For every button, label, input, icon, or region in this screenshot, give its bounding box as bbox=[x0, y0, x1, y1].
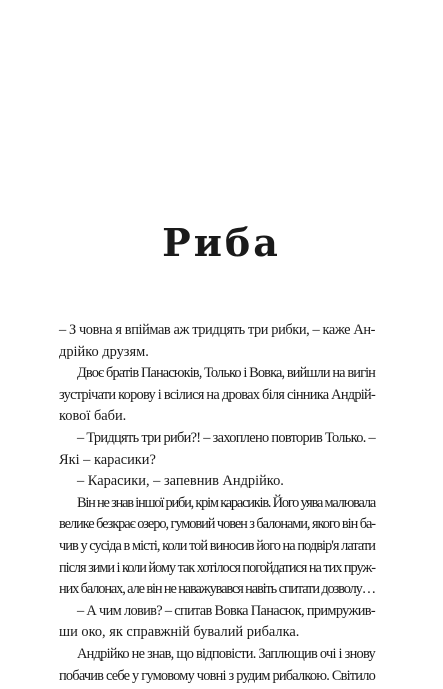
text-line: Двоє братів Панасюків, Только і Вовка, вийшли на вигін bbox=[77, 365, 375, 382]
text-line: дрійко друзям. bbox=[59, 343, 149, 360]
text-line: – А чим ловив? – спитав Вовка Панасюк, примружив- bbox=[77, 602, 375, 619]
text-line: чив у сусіда в місті, коли той виносив його на подвір'я латати bbox=[59, 537, 375, 554]
text-line: – Карасики, – запевнив Андрійко. bbox=[77, 473, 284, 490]
text-line: ши око, як справжній бувалий рибалка. bbox=[59, 624, 300, 641]
text-line: Андрійко не знав, що відповісти. Заплющив очі і знову bbox=[77, 645, 375, 662]
text-line: зустрічати корову і всілися на дровах біля сінника Андрій- bbox=[59, 386, 375, 403]
text-line: велике безкрає озеро, гумовий човен з балонами, якого він ба- bbox=[59, 516, 375, 533]
text-line: Він не знав іншої риби, крім карасиків. Його уява малювала bbox=[77, 494, 375, 511]
text-line: після зими і коли йому так хотілося погойдатися на тих пруж- bbox=[59, 559, 375, 576]
text-line: них балонах, але він не наважувався навіть спитати дозволу… bbox=[59, 581, 375, 598]
text-line: Які – карасики? bbox=[59, 451, 156, 468]
text-line: побачив себе у гумовому човні з рудим рибалкою. Світило bbox=[59, 667, 375, 684]
text-line: – Тридцять три риби?! – захоплено повторив Только. – bbox=[77, 429, 375, 446]
body-text bbox=[59, 320, 375, 687]
chapter-title: Риба bbox=[162, 220, 281, 265]
text-line: – З човна я впіймав аж тридцять три рибки, – каже Ан- bbox=[59, 322, 375, 338]
text-line: кової баби. bbox=[59, 408, 127, 425]
